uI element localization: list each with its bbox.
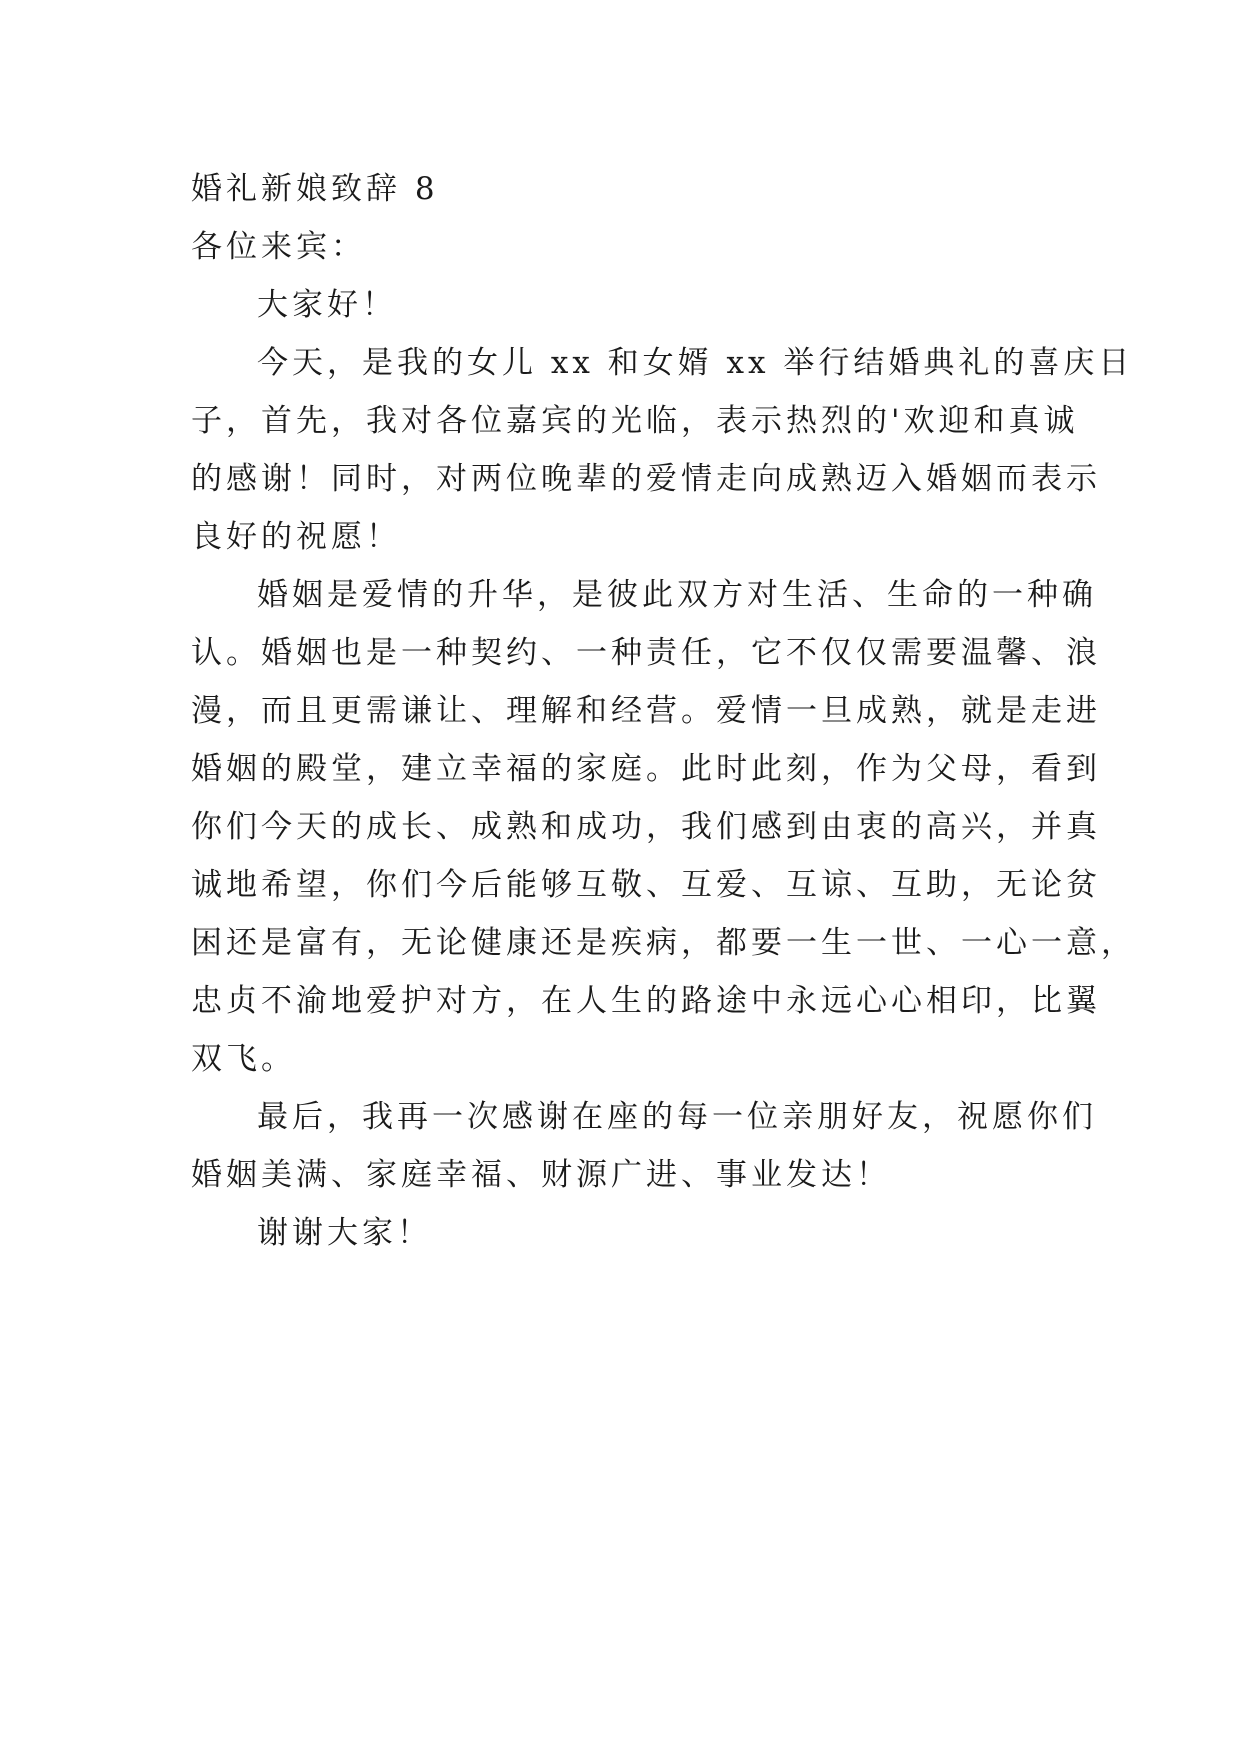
paragraph-line: 双飞。 — [191, 1041, 296, 1077]
document-title: 婚礼新娘致辞 8 — [191, 171, 439, 207]
paragraph-line: 良好的祝愿！ — [191, 519, 401, 555]
salutation: 各位来宾： — [191, 229, 366, 265]
paragraph-line: 忠贞不渝地爱护对方，在人生的路途中永远心心相印，比翼 — [191, 983, 1101, 1019]
paragraph-line: 婚姻的殿堂，建立幸福的家庭。此时此刻，作为父母，看到 — [191, 751, 1101, 787]
paragraph-line: 今天，是我的女儿 xx 和女婿 xx 举行结婚典礼的喜庆日 — [257, 345, 1134, 381]
document-body — [191, 160, 1136, 1262]
paragraph-1 — [191, 334, 1134, 566]
paragraph-line: 最后，我再一次感谢在座的每一位亲朋好友，祝愿你们 — [257, 1099, 1097, 1135]
paragraph-line: 认。婚姻也是一种契约、一种责任，它不仅仅需要温馨、浪 — [191, 635, 1101, 671]
paragraph-line: 的感谢！同时，对两位晚辈的爱情走向成熟迈入婚姻而表示 — [191, 461, 1101, 497]
paragraph-line: 你们今天的成长、成熟和成功，我们感到由衷的高兴，并真 — [191, 809, 1101, 845]
paragraph-2 — [191, 566, 1136, 1088]
greeting: 大家好！ — [257, 287, 397, 323]
paragraph-line: 婚姻是爱情的升华，是彼此双方对生活、生命的一种确 — [257, 577, 1097, 613]
closing: 谢谢大家！ — [257, 1215, 432, 1251]
paragraph-line: 困还是富有，无论健康还是疾病，都要一生一世、一心一意， — [191, 925, 1136, 961]
paragraph-line: 漫，而且更需谦让、理解和经营。爱情一旦成熟，就是走进 — [191, 693, 1101, 729]
paragraph-line: 子，首先，我对各位嘉宾的光临，表示热烈的'欢迎和真诚 — [191, 403, 1079, 439]
paragraph-line: 诚地希望，你们今后能够互敬、互爱、互谅、互助，无论贫 — [191, 867, 1101, 903]
paragraph-line: 婚姻美满、家庭幸福、财源广进、事业发达！ — [191, 1157, 891, 1193]
paragraph-3 — [191, 1088, 1097, 1204]
